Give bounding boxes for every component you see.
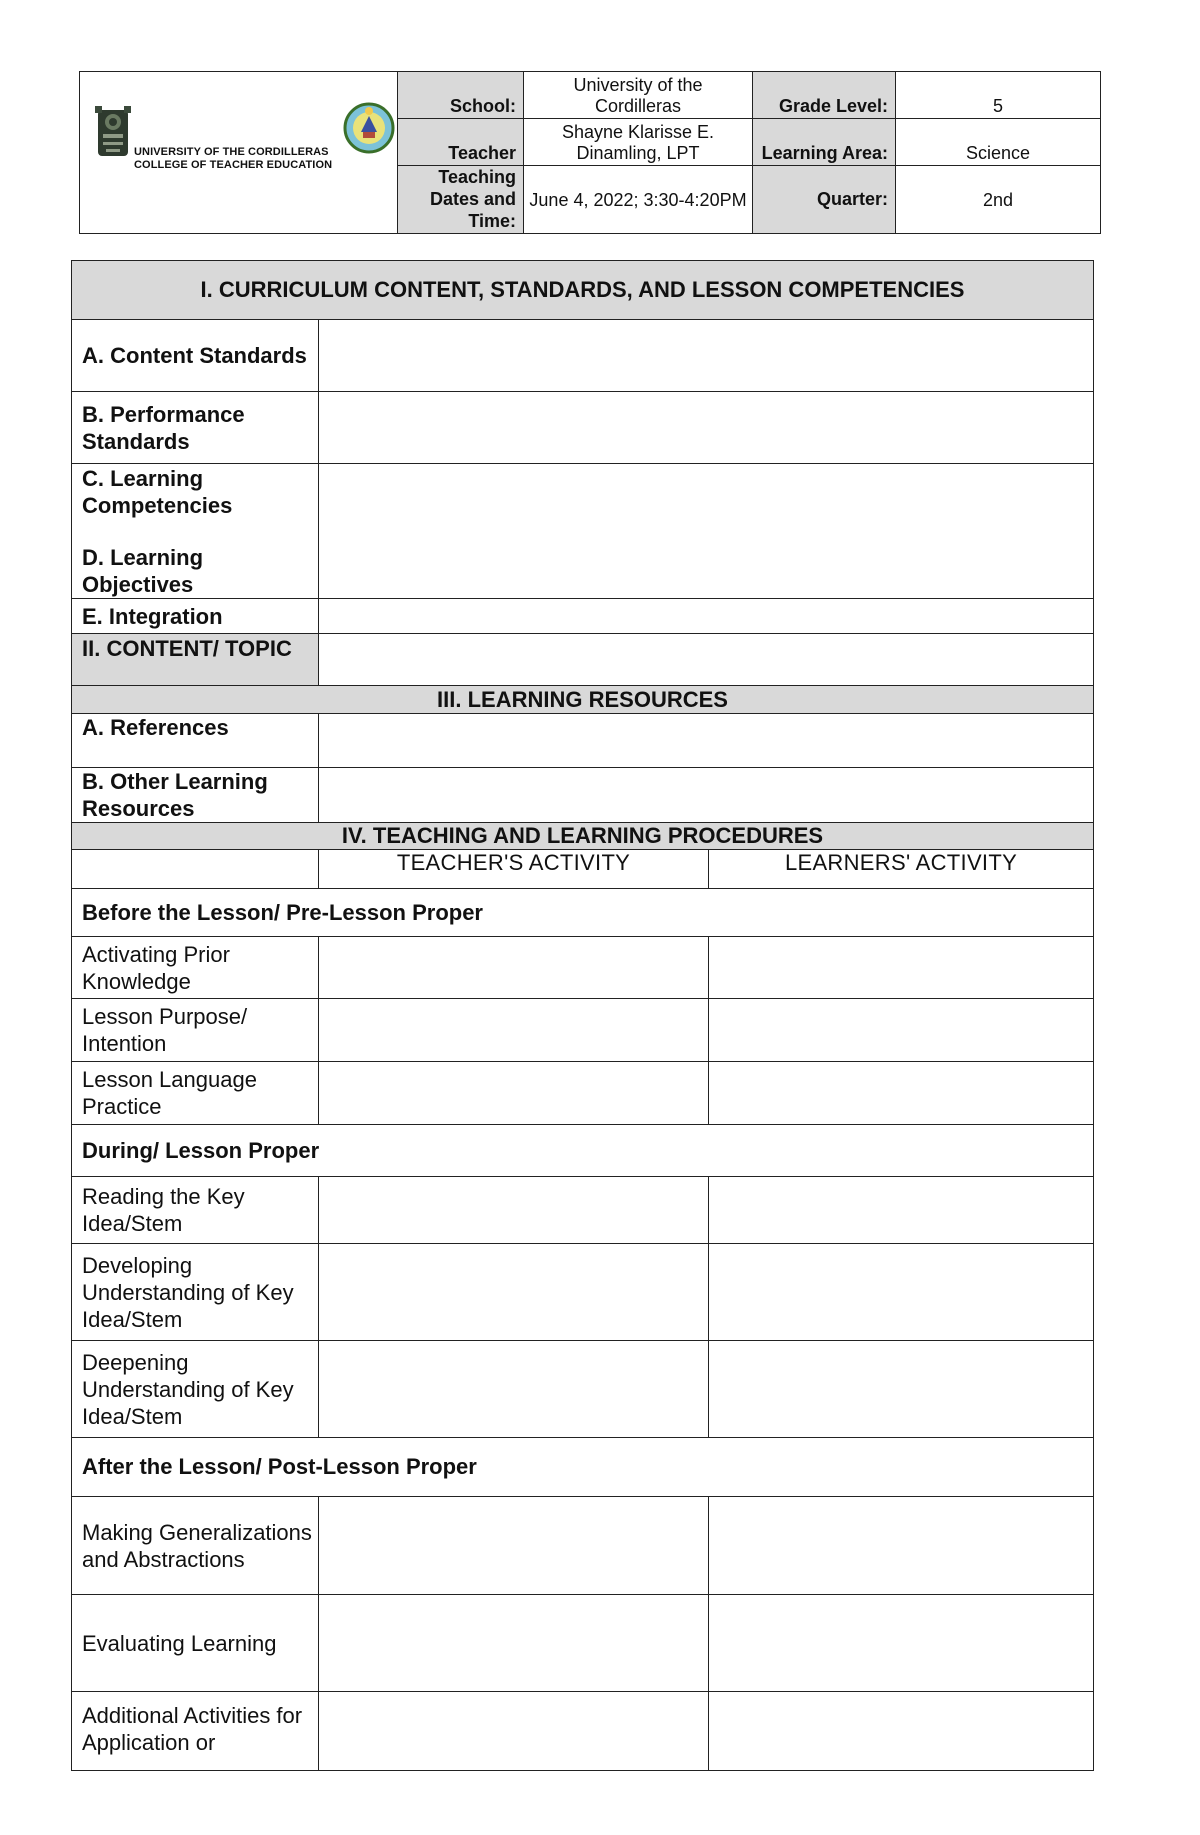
- activating-learners-cell: [709, 937, 1094, 999]
- teacher-label: Teacher: [398, 119, 524, 166]
- generalizations-learners-cell: [709, 1497, 1094, 1595]
- lesson-header-table: [79, 71, 1101, 234]
- lesson-plan-table: [71, 260, 1094, 1771]
- learning-competencies-label: C. Learning Competencies: [82, 466, 233, 518]
- reading-teacher-cell: [319, 1177, 709, 1244]
- teacher-activity-header: TEACHER'S ACTIVITY: [319, 850, 709, 889]
- university-seal-icon: [94, 104, 132, 162]
- references-field: [319, 714, 1094, 768]
- lesson-purpose-label: Lesson Purpose/ Intention: [72, 999, 319, 1062]
- university-name: UNIVERSITY OF THE CORDILLERAS: [134, 146, 329, 158]
- competencies-objectives-field: [319, 464, 1094, 599]
- evaluating-learning-label: Evaluating Learning: [72, 1595, 319, 1692]
- learning-objectives-label: D. Learning Objectives: [82, 545, 204, 597]
- content-standards-label: A. Content Standards: [72, 320, 319, 392]
- references-label: A. References: [72, 714, 319, 768]
- after-lesson-title: After the Lesson/ Post-Lesson Proper: [72, 1438, 1094, 1497]
- performance-standards-label: B. Performance Standards: [72, 392, 319, 464]
- developing-understanding-label: Developing Understanding of Key Idea/Stem: [72, 1244, 319, 1341]
- college-name: COLLEGE OF TEACHER EDUCATION: [134, 159, 333, 171]
- college-emblem-icon: [343, 102, 395, 154]
- during-lesson-title: During/ Lesson Proper: [72, 1125, 1094, 1177]
- developing-learners-cell: [709, 1244, 1094, 1341]
- performance-standards-field: [319, 392, 1094, 464]
- reading-learners-cell: [709, 1177, 1094, 1244]
- grade-level-value: 5: [896, 72, 1101, 119]
- learners-activity-header: LEARNERS' ACTIVITY: [709, 850, 1094, 889]
- other-resources-field: [319, 768, 1094, 823]
- integration-field: [319, 599, 1094, 634]
- deepening-understanding-label: Deepening Understanding of Key Idea/Stem: [72, 1341, 319, 1438]
- before-lesson-title: Before the Lesson/ Pre-Lesson Proper: [72, 889, 1094, 937]
- activating-prior-knowledge-label: Activating Prior Knowledge: [72, 937, 319, 999]
- other-resources-label: B. Other Learning Resources: [72, 768, 319, 823]
- school-label: School:: [398, 72, 524, 119]
- generalizations-teacher-cell: [319, 1497, 709, 1595]
- additional-teacher-cell: [319, 1692, 709, 1771]
- integration-label: E. Integration: [72, 599, 319, 634]
- activating-teacher-cell: [319, 937, 709, 999]
- content-topic-label: II. CONTENT/ TOPIC: [72, 634, 319, 686]
- section-curriculum-title: I. CURRICULUM CONTENT, STANDARDS, AND LESSON COMPETENCIES: [72, 261, 1094, 320]
- section-procedures-title: IV. TEACHING AND LEARNING PROCEDURES: [72, 823, 1094, 850]
- teaching-dates-value: June 4, 2022; 3:30-4:20PM: [524, 166, 753, 234]
- evaluating-teacher-cell: [319, 1595, 709, 1692]
- teacher-value: Shayne Klarisse E. Dinamling, LPT: [524, 119, 753, 166]
- additional-activities-label: Additional Activities for Application or: [72, 1692, 319, 1771]
- procedures-empty-header: [72, 850, 319, 889]
- quarter-label: Quarter:: [753, 166, 896, 234]
- language-learners-cell: [709, 1062, 1094, 1125]
- purpose-teacher-cell: [319, 999, 709, 1062]
- grade-level-label: Grade Level:: [753, 72, 896, 119]
- content-standards-field: [319, 320, 1094, 392]
- lesson-language-label: Lesson Language Practice: [72, 1062, 319, 1125]
- teaching-dates-label: Teaching Dates and Time:: [398, 166, 524, 234]
- language-teacher-cell: [319, 1062, 709, 1125]
- additional-learners-cell: [709, 1692, 1094, 1771]
- learning-area-label: Learning Area:: [753, 119, 896, 166]
- making-generalizations-label: Making Generalizations and Abstractions: [72, 1497, 319, 1595]
- logo-cell: [80, 72, 398, 234]
- content-topic-field: [319, 634, 1094, 686]
- purpose-learners-cell: [709, 999, 1094, 1062]
- section-learning-resources-title: III. LEARNING RESOURCES: [72, 686, 1094, 714]
- quarter-value: 2nd: [896, 166, 1101, 234]
- reading-key-idea-label: Reading the Key Idea/Stem: [72, 1177, 319, 1244]
- university-name-block: [134, 146, 332, 172]
- deepening-learners-cell: [709, 1341, 1094, 1438]
- developing-teacher-cell: [319, 1244, 709, 1341]
- deepening-teacher-cell: [319, 1341, 709, 1438]
- evaluating-learners-cell: [709, 1595, 1094, 1692]
- school-value: University of the Cordilleras: [524, 72, 753, 119]
- learning-area-value: Science: [896, 119, 1101, 166]
- competencies-objectives-cell: [72, 464, 319, 599]
